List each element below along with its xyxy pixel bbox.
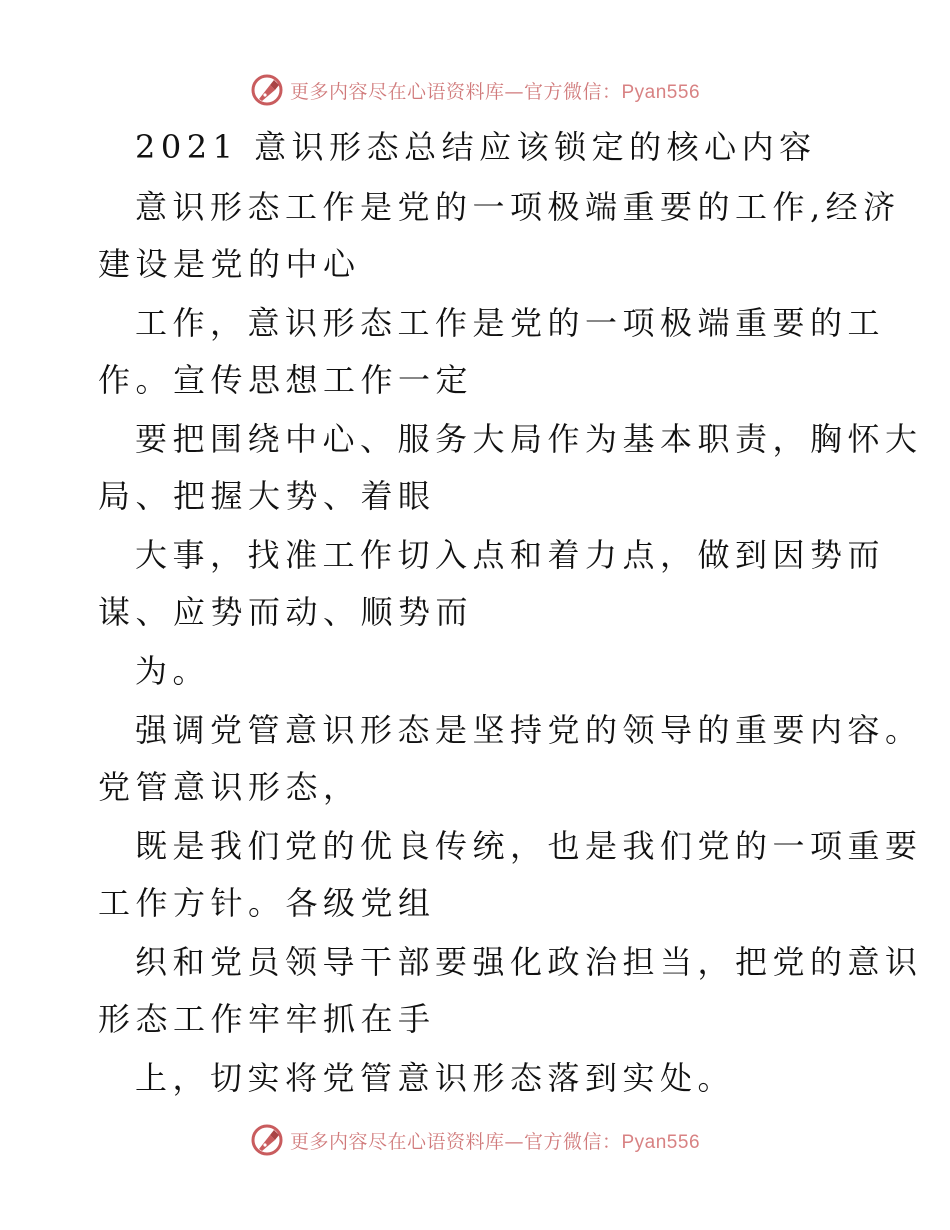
paragraph-line: 建设是党的中心 [98, 245, 361, 283]
paragraph-line: 既是我们党的优良传统，也是我们党的一项重要 [135, 827, 923, 865]
paragraph-line: 上，切实将党管意识形态落到实处。 [135, 1059, 736, 1097]
paragraph-line: 工作，意识形态工作是党的一项极端重要的工 [135, 304, 886, 342]
document-title: 2021 意识形态总结应该锁定的核心内容 [135, 128, 817, 166]
paragraph-line: 局、把握大势、着眼 [98, 477, 436, 515]
paragraph-line: 要把围绕中心、服务大局作为基本职责，胸怀大 [135, 420, 923, 458]
paragraph-line: 作。宣传思想工作一定 [98, 361, 474, 399]
wechat-id: Pyan556 [621, 1131, 701, 1153]
paragraph-line: 意识形态工作是党的一项极端重要的工作,经济 [135, 188, 901, 226]
paragraph-line: 党管意识形态， [98, 768, 361, 806]
paragraph-line: 工作方针。各级党组 [98, 884, 436, 922]
paragraph-line: 强调党管意识形态是坚持党的领导的重要内容。 [135, 711, 923, 749]
banner-text: 更多内容尽在心语资料库—官方微信：Pyan556 [289, 80, 701, 103]
wechat-id: Pyan556 [621, 81, 701, 103]
pen-nib-logo-icon [250, 1123, 284, 1157]
paragraph-line: 大事，找准工作切入点和着力点，做到因势而 [135, 536, 886, 574]
paragraph-line: 织和党员领导干部要强化政治担当，把党的意识 [135, 943, 923, 981]
paragraph-line: 形态工作牢牢抓在手 [98, 1000, 436, 1038]
paragraph-line: 为。 [135, 652, 211, 690]
footer-banner [0, 1120, 950, 1160]
paragraph-line: 谋、应势而动、顺势而 [98, 593, 474, 631]
banner-text: 更多内容尽在心语资料库—官方微信：Pyan556 [289, 1130, 701, 1153]
